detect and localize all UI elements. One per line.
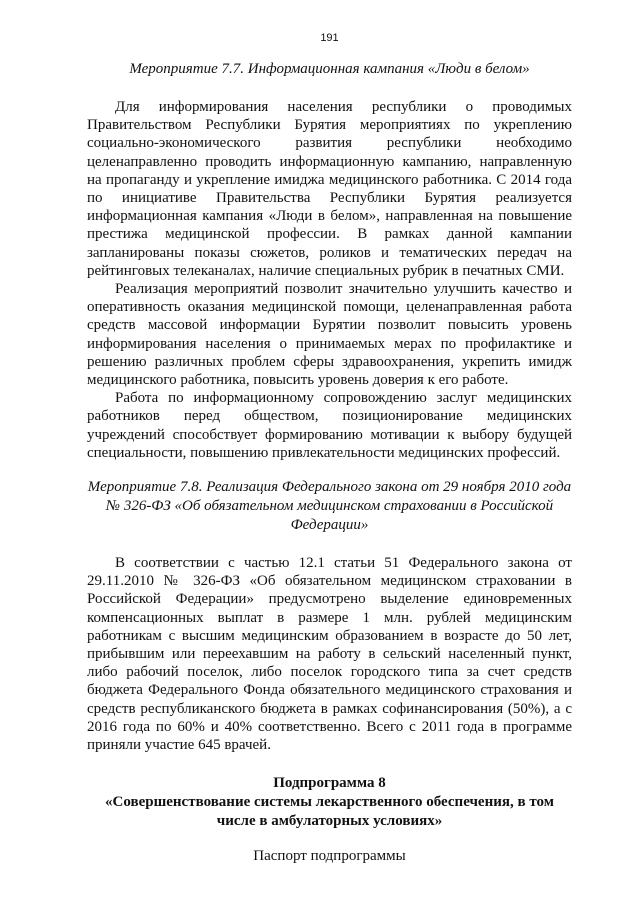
section-7-8-title-line: № 326-ФЗ «Об обязательном медицинском страховании в Российской [105,498,554,515]
subprogram-title [87,774,572,831]
paragraph: Для информирования населения республики о проводимых Правительством Республики Бурятия мероприятиях по укреплению социально-экономического развития республики необходимо целенаправленно проводить информационную кампанию, направленную на пропаганду и укрепление имиджа медицинского работника. С 2014 года по инициативе Правительства Республики Бурятия реализуется информационная кампания «Люди в белом», направленная на повышение престижа медицинской профессии. В рамках данной кампании запланированы показы сюжетов, роликов и тематических передач на рейтинговых телеканалах, наличие специальных рубрик в печатных СМИ. [87,99,572,279]
section-7-8-title-line: Федерации» [290,517,369,534]
section-7-8-title-line: Мероприятие 7.8. Реализация Федерального закона от 29 ноября 2010 года [87,479,572,496]
section-7-7-body [87,98,572,462]
paragraph: Работа по информационному сопровождению заслуг медицинских работников перед обществом, позиционирование медицинских учреждений способствует формированию мотивации к выбору будущей специальности, повышению привлекательности медицинских профессий. [87,390,572,461]
section-7-8-body [87,554,572,754]
passport-heading: Паспорт подпрограммы [253,848,406,865]
section-7-7-title: Мероприятие 7.7. Информационная кампания «Люди в белом» [129,61,530,77]
paragraph: Реализация мероприятий позволит значительно улучшить качество и оперативность оказания медицинской помощи, целенаправленная работа средств массовой информации Бурятии позволит повысить уровень информирования населения о принимаемых мерах по профилактике и решению различных проблем сферы здравоохранения, укрепить имидж медицинского работника, повысить уровень доверия к его работе. [87,281,572,389]
subprogram-title-line: Подпрограмма 8 [273,775,386,792]
page-number: 191 [320,32,339,44]
subprogram-title-line: «Совершенствование системы лекарственного обеспечения, в том [105,794,554,811]
paragraph: В соответствии с частью 12.1 статьи 51 Федерального закона от 29.11.2010 № 326-ФЗ «Об обязательном медицинском страховании в Российской Федерации» предусмотрено выделение единовременных компенсационных выплат в размере 1 млн. рублей медицинским работникам с высшим медицинским образованием в возрасте до 50 лет, прибывшим или переехавшим на работу в сельский населенный пункт, либо рабочий поселок, либо поселок городского типа за счет средств бюджета Федерального Фонда обязательного медицинского страхования и средств республиканского бюджета в рамках софинансирования (50%), а с 2016 года по 60% и 40% соответственно. Всего с 2011 года в программе приняли участие 645 врачей. [87,555,572,754]
section-7-8-title [87,478,572,535]
subprogram-title-line: числе в амбулаторных условиях» [216,813,443,830]
